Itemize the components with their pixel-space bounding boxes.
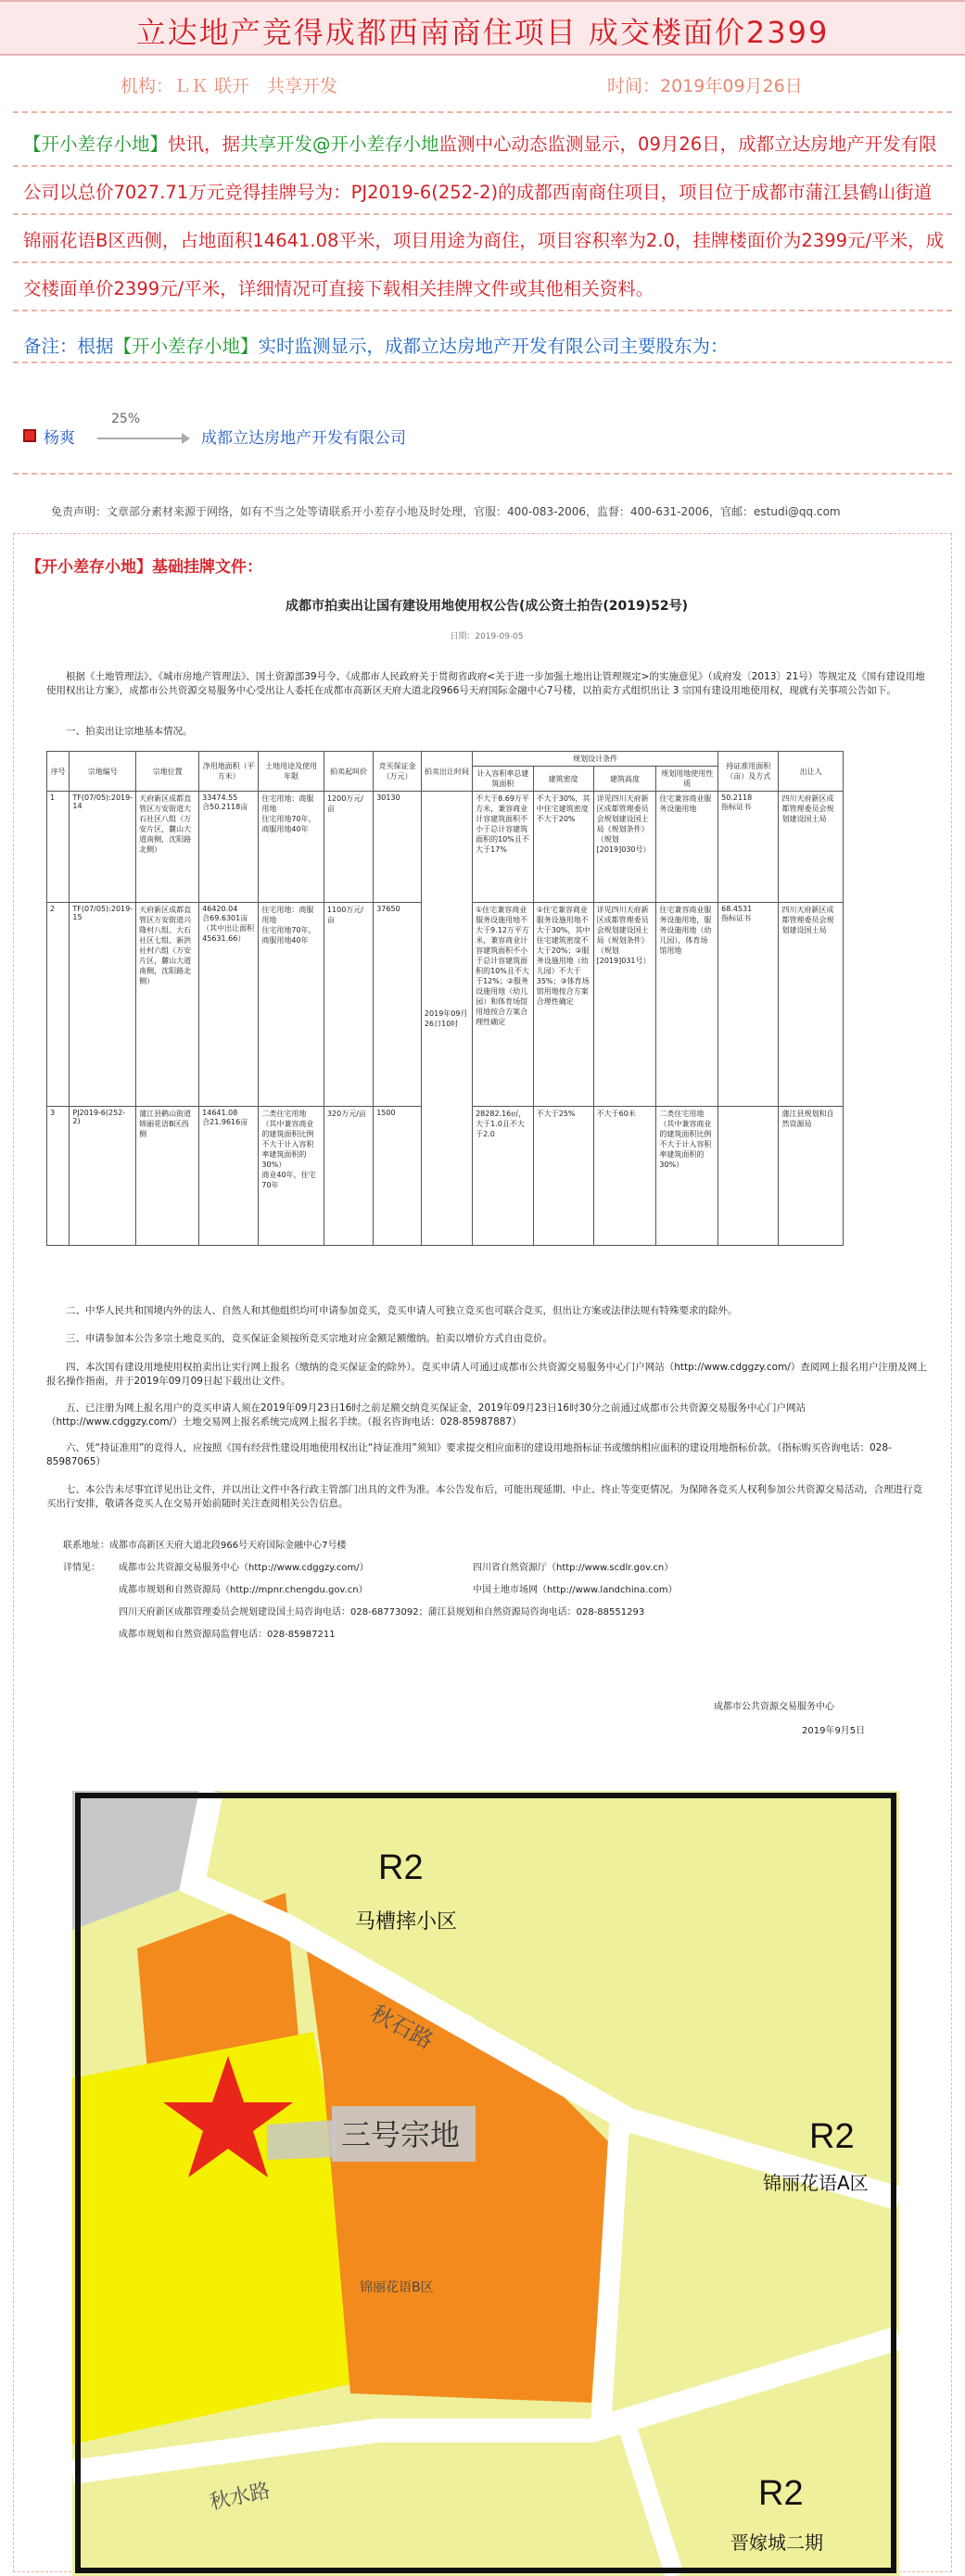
- map-label-r2-bottom-name: 晋嫁城二期: [730, 2532, 823, 2554]
- contact-phone-2: 成都市规划和自然资源局监督电话：028-85987211: [119, 1630, 336, 1640]
- doc-intro: 根据《土地管理法》、《城市房地产管理法》、国土资源部39号令、《成都市人民政府关于贯彻省政府<关于进一步加强土地出让管理规定>的实施意见》（成府发〔2013〕21号）等规定及《国有建设用地使用权出让方案》，成都市公共资源交易服务中心受出让人委托在成都市高新区天府大道北段966号天府国际金融中心7号楼，以拍卖方式组织出让 3 宗国有建设用地使用权，现就有关事项公告如下。: [46, 671, 925, 696]
- contact-link-4[interactable]: 中国土地市场网（http://www.landchina.com）: [473, 1585, 678, 1595]
- map-label-r2-top-name: 马槽摔小区: [355, 1910, 458, 1934]
- doc-title: 成都市拍卖出让国有建设用地使用权公告(成公资土拍告(2019)52号): [285, 599, 689, 614]
- map-label-road1: 秋石路: [366, 1999, 438, 2055]
- table-row: 1 TF(07/05):2019-14 天府新区成都直管区万安街道大石社区八组（万安片区，麓山大道南侧，沈阳路北侧） 33474.55 合50.2118亩 住宅用地：商服用地 住宅用地70年，商服用地40年 1200万元/亩 30130 2019年09月26日10时 不大于8.69万平方米，兼容商业计容建筑面积不小于总计容建筑面积的10%且不大于17% 不大于30%，其中住宅建筑密度不大于20% 详见四川天府新区成都管理委员会规划建设国土局《规划条件》（规划[2019]030号） 住宅兼容商业服务设施用地 50.2118 指标证书 四川天府新区成都管理委员会规划建设国土局: [47, 792, 844, 903]
- doc-p5: 五、已注册为网上报名用户的竞买申请人须在2019年09月23日16时之前足额交纳竞买保证金，2019年09月23日16时30分之前通过成都市公共资源交易服务中心门户网站（http://www.cdggzy.com/）土地交易网上报名系统完成网上报名手续。（报名咨询电话：028-85987887）: [46, 1402, 806, 1428]
- divider: [13, 473, 952, 475]
- contact-link-2[interactable]: 四川省自然资源厅（http://www.scdlr.gov.cn）: [473, 1563, 674, 1573]
- person-icon: [23, 429, 36, 442]
- shareholder-name[interactable]: 杨爽: [44, 429, 75, 448]
- map-label-inner: 锦丽花语B区: [360, 2280, 434, 2295]
- map-label-r2-top: R2: [378, 1848, 424, 1887]
- table-row: 2 TF(07/05):2019-15 天府新区成都直管区万安街道兴隆村八组、大石社区七组、新洪社村六组（万安片区，麓山大道南侧，沈阳路北侧） 46420.04 合69.6301亩（其中出让面积45631.66） 住宅用地：商服用地 住宅用地70年，商服用地40年 1100万元/亩 37650 ①住宅兼容商业服务设施用地不大于9.12万平方米，兼容商业计容建筑面积不小于总计容建筑面积的10%且不大于12%；②服务设施用地（幼儿园）和体育场馆用地按合方案合理性确定 ①住宅兼容商业服务设施用地不大于30%，其中住宅建筑密度不大于20%；②服务设施用地（幼儿园）不大于35%；③体育场馆用地按合方案合理性确定 详见四川天府新区成都管理委员会规划建设国土局《规划条件》（规划[2019]031号） 住宅兼容商业服务设施用地，服务设施用地（幼儿园），体育场馆用地 68.4531 指标证书 四川天府新区成都管理委员会规划建设国土局: [47, 903, 844, 1107]
- company-name[interactable]: 成都立达房地产开发有限公司: [201, 429, 406, 448]
- map-callout-leader: [267, 2120, 336, 2160]
- contact-address: 联系地址：成都市高新区天府大道北段966号天府国际金融中心7号楼: [63, 1541, 347, 1551]
- table-row: 3 PJ2019-6(252-2) 蒲江县鹤山街道锦丽花语B区西侧 14641.08 合21.9616亩 二类住宅用地（其中兼容商业的建筑面积比例不大于计入容积率建筑面积的30%） 商业40年，住宅70年 320万元/亩 1500 28282.16㎡，大于1.0且不大于2.0 不大于25% 不大于60米 二类住宅用地（其中兼容商业的建筑面积比例不大于计入容积率建筑面积的30%） 蒲江县规划和自然资源局: [47, 1107, 844, 1246]
- doc-p2: 二、中华人民共和国境内外的法人、自然人和其他组织均可申请参加竞买，竞买申请人可独立竞买也可联合竞买，但出让方案或法律法规有特殊要求的除外。: [66, 1305, 738, 1316]
- plan-header: 规划设计条件: [473, 752, 718, 767]
- article-body: 【开小差存小地】快讯，据共享开发@开小差存小地监测中心动态监测显示，09月26日，成都立达房地产开发有限公司以总价7027.71万元竞得挂牌号为：PJ2019-6(252-2)的成都西南商住项目，项目位于成都市蒲江县鹤山街道锦丽花语B区西侧，占地面积14641.08平米，项目用途为商住，项目容积率为2.0，挂牌楼面价为2399元/平米，成交楼面单价2399元/平米，详细情况可直接下载相关挂牌文件或其他相关资料。: [23, 133, 945, 299]
- sign-date: 2019年9月5日: [802, 1726, 866, 1736]
- section-title: 【开小差存小地】基础挂牌文件：: [26, 558, 262, 577]
- article-title: 立达地产竞得成都西南商住项目 成交楼面价2399: [135, 15, 830, 50]
- divider: [13, 310, 952, 311]
- map-label-road2: 秋水路: [208, 2479, 273, 2515]
- plot-map-svg: [72, 1791, 899, 2576]
- map-label-r2-bottom: R2: [758, 2474, 804, 2513]
- divider: [13, 213, 952, 215]
- doc-p4: 四、本次国有建设用地使用权拍卖出让实行网上报名（缴纳的竞买保证金的除外）。竞买申请人可通过成都市公共资源交易服务中心门户网站（http://www.cdggzy.com/）查阅网上报名用户注册及网上报名操作指南，并于2019年09月09日起下载出让文件。: [46, 1362, 927, 1387]
- divider: [13, 261, 952, 263]
- doc-p7: 七、本公告未尽事宜详见出让文件，并以出让文件中各行政主管部门出具的文件为准。本公告发布后，可能出现延期、中止、终止等变更情况。为保障各竞买人权利参加公共资源交易活动，合理进行竞买出行安排，敬请各竞买人在交易开始前随时关注查阅相关公告信息。: [46, 1484, 922, 1509]
- map-label-plot: 三号宗地: [341, 2117, 461, 2152]
- title-bar: [0, 0, 965, 56]
- shareholder-diagram: [23, 412, 579, 452]
- divider: [13, 165, 952, 167]
- doc-sub1: 一、拍卖出让宗地基本情况。: [66, 726, 193, 737]
- parcel-table: 序号 宗地编号 宗地位置 净用地面积（平方米） 土地用途及使用年限 拍卖起叫价 竞买保证金（万元） 拍卖出让时间 规划设计条件 持证准用面积（亩）及方式 出让人 计入容积率总建筑面积 建筑密度 建筑高度 规划用地使用性质 1 TF(07/05):2019-14 天府新区成都直管区万安街道大石社区八组（万安片区，麓山大道南侧，沈阳路北侧） 33474.55 合50.2118亩 住宅用地：商服用地 住宅用地70年，商服用地40年 1200万元/亩 30130 2019年09月26日10时 不大于8.69万平方米，兼容商业计容建筑面积不小于总计容建筑面积的10%且不大于17% 不大于30%，其中住宅建筑密度不大于20% 详见四川天府新区成都管理委员会规划建设国土局《规划条件》（规划[2019]030号） 住宅兼容商业服务设施用地 50.2118 指标证书 四川天府新区成都管理委员会规划建设国土局 2 TF(07/05):2019-15 天府新区成都直管区万安街道兴隆村八组、大石社区七组、新洪社村六组（万安片区，麓山大道南侧，沈阳路北侧） 46420.04 合69.6301亩（其中出让面积45631.66） 住宅用地：商服用地 住宅用地70年，商服用地40年 1100万元/亩 37650 ①住宅兼容商业服务设施用地不大于9.12万平方米，兼容商业计容建筑面积不小于总计容建筑面积的10%且不大于12%；②服务设施用地（幼儿园）和体育场馆用地按合方案合理性确定 ①住宅兼容商业服务设施用地不大于30%，其中住宅建筑密度不大于20%；②服务设施用地（幼儿园）不大于35%；③体育场馆用地按合方案合理性确定 详见四川天府新区成都管理委员会规划建设国土局《规划条件》（规划[2019]031号） 住宅兼容商业服务设施用地，服务设施用地（幼儿园），体育场馆用地 68.4531 指标证书 四川天府新区成都管理委员会规划建设国土局 3 PJ2019-6(252-2) 蒲江县鹤山街道锦丽花语B区西侧 14641.08 合21.9616亩 二类住宅用地（其中兼容商业的建筑面积比例不大于计入容积率建筑面积的30%） 商业40年，住宅70年 320万元/亩 1500 28282.16㎡，大于1.0且不大于2.0 不大于25% 不大于60米 二类住宅用地（其中兼容商业的建筑面积比例不大于计入容积率建筑面积的30%） 蒲江县规划和自然资源局: [46, 751, 844, 1246]
- meta-row: [0, 65, 965, 111]
- doc-p3: 三、申请参加本公告多宗土地竞买的，竞买保证金须按所竞买宗地对应金额足额缴纳。拍卖以增价方式自由竞价。: [66, 1333, 552, 1344]
- article-org: 机构：ＬＫ 联开 共享开发: [121, 76, 338, 96]
- source-link[interactable]: 共享开发@开小差存小地: [240, 133, 439, 155]
- contact-link-3[interactable]: 成都市规划和自然资源局（http://mpnr.chengdu.gov.cn）: [119, 1585, 368, 1595]
- source-tag: 【开小差存小地】: [23, 133, 169, 155]
- contact-label: 详情见：: [63, 1563, 100, 1573]
- divider: [13, 111, 952, 113]
- article-time: 时间：2019年09月26日: [607, 76, 803, 96]
- doc-p6: 六、凭“持证准用”的竞得人，应按照《国有经营性建设用地使用权出让“持证准用”须知》要求提交相应面积的建设用地指标证书或缴纳相应面积的建设用地指标价款。（指标购买咨询电话：028-85987065）: [46, 1442, 892, 1467]
- shareholder-note: 备注：根据【开小差存小地】实时监测显示，成都立达房地产开发有限公司主要股东为：: [23, 336, 729, 357]
- map-label-r2-right: R2: [809, 2117, 855, 2156]
- arrow-icon: [97, 438, 188, 439]
- share-percent: 25%: [111, 412, 141, 426]
- contact-link-1[interactable]: 成都市公共资源交易服务中心（http://www.cdggzy.com/）: [119, 1563, 369, 1573]
- divider: [13, 362, 952, 363]
- sign-org: 成都市公共资源交易服务中心: [714, 1702, 834, 1712]
- map-yellow-plot: [72, 2032, 350, 2444]
- disclaimer: 免责声明：文章部分素材来源于网络，如有不当之处等请联系开小差存小地及时处理，官服：400-083-2006，监督：400-631-2006，官邮：estudi@qq.com: [51, 505, 841, 518]
- map-label-r2-right-name: 锦丽花语A区: [763, 2172, 869, 2194]
- contact-phone-1: 四川天府新区成都管理委员会规划建设国土局咨询电话：028-68773092；蒲江县规划和自然资源局咨询电话：028-88551293: [119, 1607, 645, 1618]
- doc-date: 日期：2019-09-05: [450, 632, 524, 641]
- plot-map: [72, 1791, 899, 2576]
